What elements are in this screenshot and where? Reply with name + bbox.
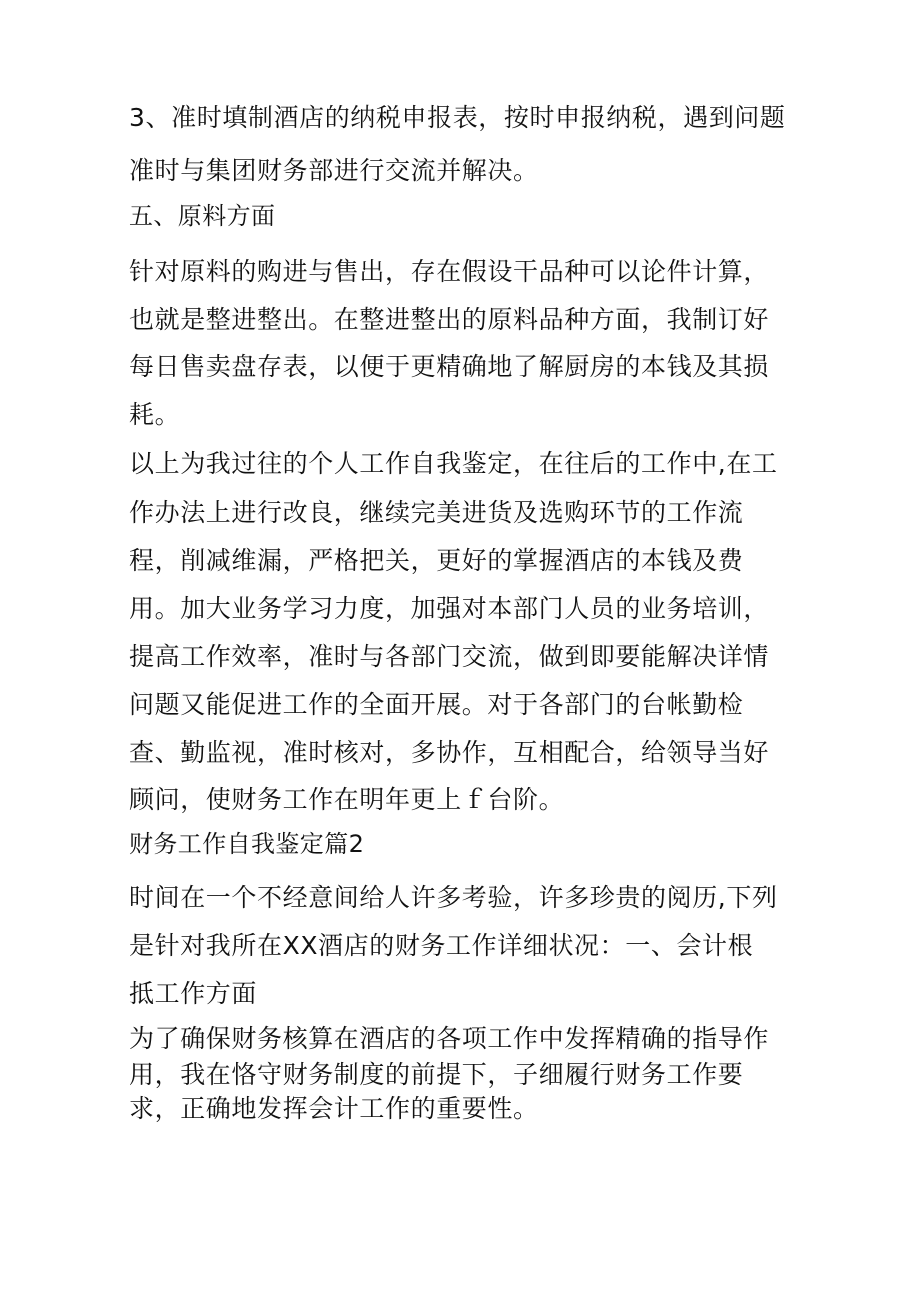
paragraph-line: 作办法上进行改良，继续完美进货及选购环节的工作流 [129, 498, 744, 527]
section-heading: 财务工作自我鉴定篇2 [129, 830, 365, 858]
paragraph-line: 准时与集团财务部进行交流并解决。 [129, 156, 539, 185]
paragraph-line: 时间在一个不经意间给人许多考验，许多珍贵的阅历,下列 [129, 883, 778, 912]
paragraph-line: 是针对我所在XX酒店的财务工作详细状况：一、会计根 [129, 931, 754, 960]
paragraph-line: 抵工作方面 [129, 979, 258, 1008]
paragraph-line: 问题又能促进工作的全面开展。对于各部门的台帐勤检 [129, 690, 744, 719]
paragraph-line: 3、准时填制酒店的纳税申报表，按时申报纳税，遇到问题 [129, 103, 786, 132]
paragraph-line: 为了确保财务核算在酒店的各项工作中发挥精确的指导作 [129, 1024, 770, 1053]
paragraph-line: 查、勤监视，准时核对，多协作，互相配合，给领导当好 [129, 738, 770, 767]
paragraph-line: 顾问，使财务工作在明年更上ｆ台阶。 [129, 785, 565, 814]
paragraph-line: 也就是整进整出。在整进整出的原料品种方面，我制订好 [129, 305, 770, 334]
paragraph-line: 每日售卖盘存表，以便于更精确地了解厨房的本钱及其损 [129, 352, 770, 381]
paragraph-line: 针对原料的购进与售出，存在假设干品种可以论件计算， [129, 257, 770, 286]
paragraph-line: 提高工作效率，准时与各部门交流，做到即要能解决详情 [129, 642, 770, 671]
paragraph-line: 用，我在恪守财务制度的前提下，子细履行财务工作要 [129, 1060, 744, 1089]
section-heading: 五、原料方面 [129, 202, 276, 230]
paragraph-line: 求，正确地发挥会计工作的重要性。 [129, 1094, 539, 1123]
paragraph-line: 以上为我过往的个人工作自我鉴定，在往后的工作中,在工 [129, 449, 778, 478]
paragraph-line: 用。加大业务学习力度，加强对本部门人员的业务培训， [129, 594, 770, 623]
paragraph-line: 程，削减维漏，严格把关，更好的掌握酒店的本钱及费 [129, 546, 744, 575]
paragraph-line: 耗。 [129, 400, 181, 429]
